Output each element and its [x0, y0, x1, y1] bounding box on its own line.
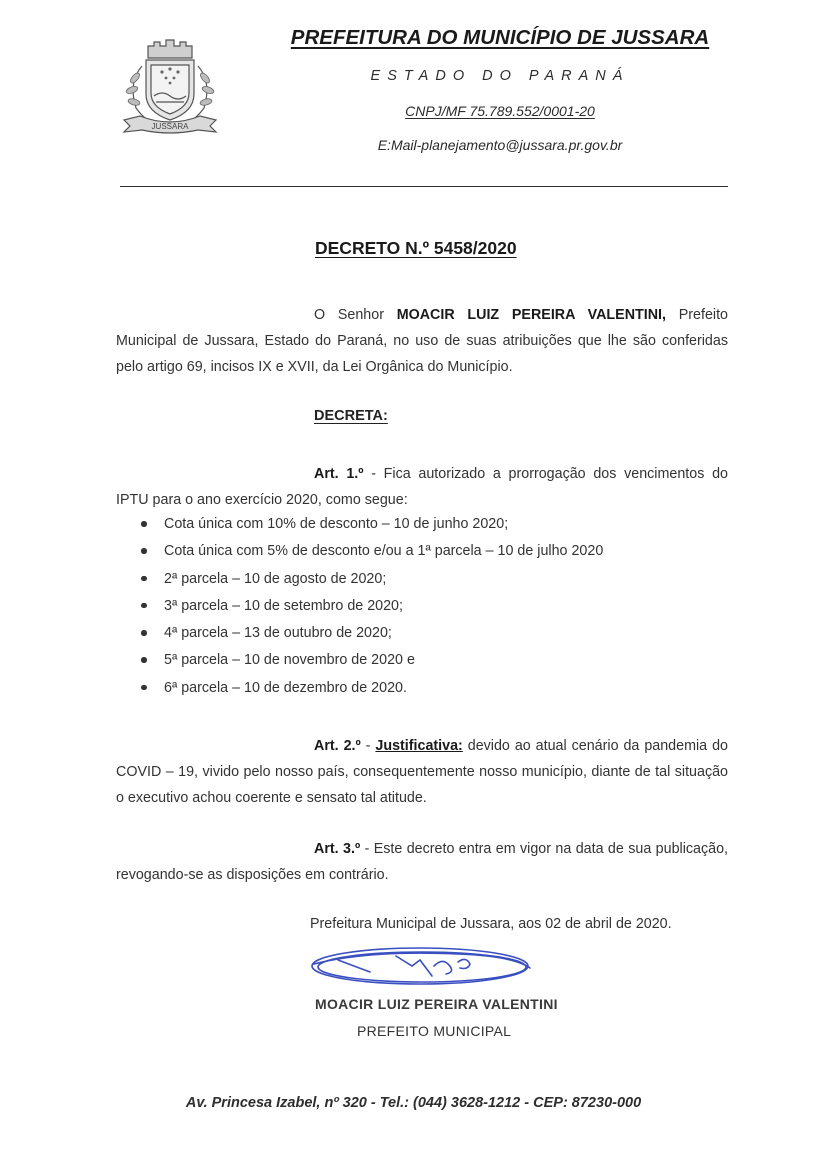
preamble-prefix: O Senhor — [314, 307, 397, 323]
signer-role: PREFEITO MUNICIPAL — [357, 1023, 512, 1039]
signer-name: MOACIR LUIZ PEREIRA VALENTINI — [315, 996, 558, 1012]
preamble-text: Prefeito Municipal de Jussara, Estado do Paraná, no uso de suas atribuições que lhe são conferidas pelo artigo 69, incisos IX e XVII, da Lei Orgânica do Município. — [116, 307, 728, 375]
municipal-crest-icon — [118, 36, 222, 136]
list-item: 6ª parcela – 10 de dezembro de 2020. — [138, 677, 603, 704]
installment-list — [138, 513, 603, 704]
list-item: Cota única com 10% de desconto – 10 de junho 2020; — [138, 513, 603, 540]
mayor-name: MOACIR LUIZ PEREIRA VALENTINI, — [396, 307, 666, 323]
article-1 — [116, 461, 728, 513]
list-item: 2ª parcela – 10 de agosto de 2020; — [138, 568, 603, 595]
article-3 — [116, 836, 728, 888]
state-name: ESTADO DO PARANÁ — [370, 68, 630, 84]
header-divider — [120, 186, 728, 187]
article-2-dash: - — [360, 738, 376, 754]
article-2 — [116, 733, 728, 811]
article-3-label: Art. 3.º — [314, 841, 361, 857]
list-item: 3ª parcela – 10 de setembro de 2020; — [138, 595, 603, 622]
decree-preamble — [116, 302, 728, 380]
handwritten-signature — [308, 944, 536, 990]
list-item: 5ª parcela – 10 de novembro de 2020 e — [138, 649, 603, 676]
cnpj: CNPJ/MF 75.789.552/0001-20 — [405, 103, 595, 119]
footer-address: Av. Princesa Izabel, nº 320 - Tel.: (044) 3628-1212 - CEP: 87230-000 — [185, 1095, 642, 1111]
place-and-date: Prefeitura Municipal de Jussara, aos 02 de abril de 2020. — [310, 916, 672, 932]
article-2-keyword: Justificativa: — [375, 738, 463, 754]
crest-ribbon-text: JUSSARA — [151, 122, 189, 131]
decree-title: DECRETO N.º 5458/2020 — [315, 238, 517, 258]
list-item: Cota única com 5% de desconto e/ou a 1ª parcela – 10 de julho 2020 — [138, 540, 603, 567]
municipality-title: PREFEITURA DO MUNICÍPIO DE JUSSARA — [290, 26, 710, 49]
list-item: 4ª parcela – 13 de outubro de 2020; — [138, 622, 603, 649]
article-2-label: Art. 2.º — [314, 738, 361, 754]
article-3-text: - Este decreto entra em vigor na data de sua publicação, revogando-se as disposições em contrário. — [116, 841, 728, 883]
article-1-label: Art. 1.º — [314, 466, 364, 482]
decreta-heading: DECRETA: — [314, 408, 388, 424]
article-1-text: - Fica autorizado a prorrogação dos vencimentos do IPTU para o ano exercício 2020, como segue: — [116, 466, 728, 508]
article-2-text: devido ao atual cenário da pandemia do COVID – 19, vivido pelo nosso país, consequentemente nosso município, diante de tal situação o executivo achou coerente e sensato tal atitude. — [116, 738, 728, 806]
contact-email: E:Mail-planejamento@jussara.pr.gov.br — [377, 137, 623, 153]
